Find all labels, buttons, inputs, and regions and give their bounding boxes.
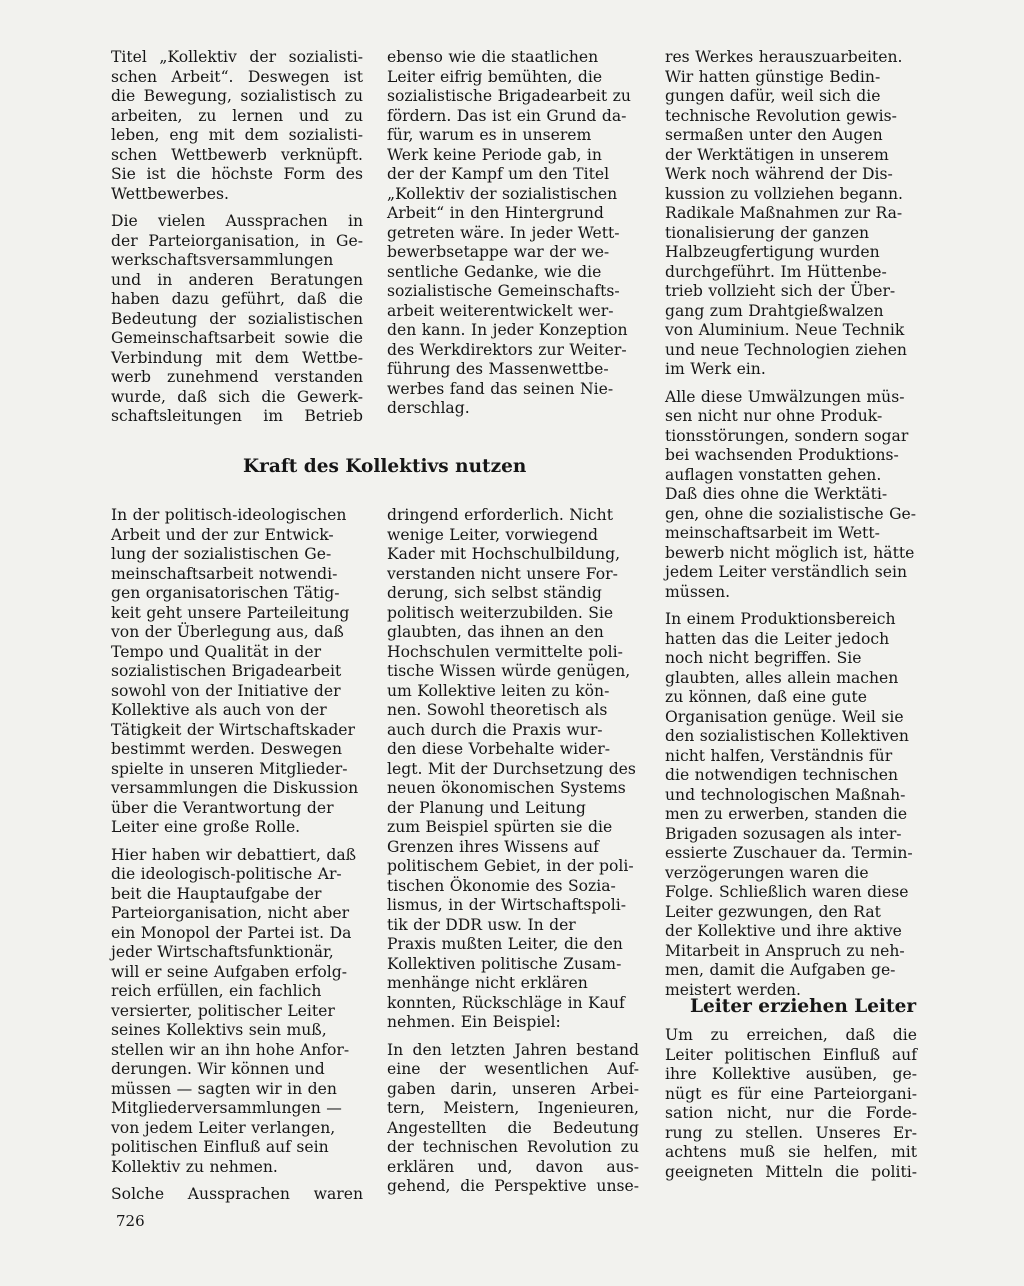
top-column-2 [387, 48, 639, 427]
paragraph: Die vielen Aussprachen in der Parteiorganisation, in Ge- werkschaftsversammlungen und in anderen Beratungen haben dazu geführt, daß die Bedeutung der sozialistischen Gemeinschaftsarbeit sowie die Verbindung mit dem Wettbe- werb zunehmend verstanden wurde, daß sich die Gewerk- schaftsleitungen im Betrieb [111, 212, 363, 425]
paragraph: Hier haben wir debattiert, daß die ideologisch-politische Ar- beit die Hauptaufgabe der Parteiorganisation, nicht aber ein Monopol der Partei ist. Da jeder Wirtschaftsfunktionär, will er seine Aufgaben erfolg- reich erfüllen, ein fachlich versierter, politischer Leiter seines Kollektivs sein muß, stellen wir an ihn hohe Anfor- derungen. Wir können und müssen — sagten wir in den Mitgliederversammlungen — von jedem Leiter verlangen, politischen Einfluß auf sein Kollektiv zu nehmen. [111, 845, 357, 1176]
paragraph: res Werkes herauszuarbeiten. Wir hatten günstige Bedin- gungen dafür, weil sich die technische Revolution gewis- sermaßen unter den Augen der Werktätigen in unserem Werk noch während der Dis- kussion zu vollziehen begann. Radikale Maßnahmen zur Ra- tionalisierung der ganzen Halbzeugfertigung wurden durchgeführt. Im Hüttenbe- trieb vollzieht sich der Über- gang zum Drahtgießwalzen von Aluminium. Neue Technik und neue Technologien ziehen im Werk ein. [665, 48, 907, 378]
page-number: 726 [116, 1212, 145, 1230]
paragraph: In einem Produktionsbereich hatten das die Leiter jedoch noch nicht begriffen. Sie glaubten, alles allein machen zu können, daß eine gute Organisation genüge. Weil sie den sozialistischen Kollektiven nicht halfen, Verständnis für die notwendigen technischen und technologischen Maßnah- men zu erwerben, standen die Brigaden sozusagen als inter- essierte Zuschauer da. Termin- verzögerungen waren die Folge. Schließlich waren diese Leiter gezwungen, den Rat der Kollektive und ihre aktive Mitarbeit in Anspruch zu neh- men, damit die Aufgaben ge- meistert werden. [665, 610, 913, 999]
paragraph: dringend erforderlich. Nicht wenige Leiter, vorwiegend Kader mit Hochschulbildung, verstanden nicht unsere For- derung, sich selbst ständig politisch weiterzubilden. Sie glaubten, das ihnen an den Hochschulen vermittelte poli- tische Wissen würde genügen, um Kollektive leiten zu kön- nen. Sowohl theoretisch als auch durch die Praxis wur- den diese Vorbehalte wider- legt. Mit der Durchsetzung des neuen ökonomischen Systems der Planung und Leitung zum Beispiel spürten sie die Grenzen ihres Wissens auf politischem Gebiet, in der poli- tischen Ökonomie des Sozia- lismus, in der Wirtschaftspoli- tik der DDR usw. In der Praxis mußten Leiter, die den Kollektiven politische Zusam- menhänge nicht erklären konnten, Rückschläge in Kauf nehmen. Ein Beispiel: [387, 506, 636, 1031]
bottom-column-1 [111, 506, 363, 1213]
paragraph: Alle diese Umwälzungen müs- sen nicht nur ohne Produk- tionsstörungen, sondern sogar bei wachsenden Produktions- auflagen vonstatten gehen. Daß dies ohne die Werktäti- gen, ohne die sozialistische Ge- meinschaftsarbeit im Wett- bewerb nicht möglich ist, hätte jedem Leiter verständlich sein müssen. [665, 387, 917, 601]
subsection-heading: Leiter erziehen Leiter [690, 996, 917, 1017]
paragraph: In der politisch-ideologischen Arbeit und der zur Entwick- lung der sozialistischen Ge- meinschaftsarbeit notwendi- gen organisatorischen Tätig- keit geht unsere Parteileitung von der Überlegung aus, daß Tempo und Qualität in der sozialistischen Brigadearbeit sowohl von der Initiative der Kollektive als auch von der Tätigkeit der Wirtschaftskader bestimmt werden. Deswegen spielte in unseren Mitglieder- versammlungen die Diskussion über die Verantwortung der Leiter eine große Rolle. [111, 506, 359, 836]
right-column-continued [665, 1026, 917, 1190]
section-heading: Kraft des Kollektivs nutzen [243, 456, 527, 477]
paragraph: Solche Aussprachen waren [111, 1185, 363, 1203]
paragraph: In den letzten Jahren bestand eine der wesentlichen Auf- gaben darin, unseren Arbei- tern, Meistern, Ingenieuren, Angestellten die Bedeutung der technischen Revolution zu erklären und, davon aus- gehend, die Perspektive unse- [387, 1040, 639, 1195]
right-column [665, 48, 917, 1008]
paragraph: Titel „Kollektiv der sozialisti- schen Arbeit“. Deswegen ist die Bewegung, sozialistisch zu arbeiten, zu lernen und zu leben, eng mit dem sozialisti- schen Wettbewerb verknüpft. Sie ist die höchste Form des Wettbewerbes. [111, 48, 363, 203]
bottom-column-2 [387, 506, 639, 1205]
paragraph: Um zu erreichen, daß die Leiter politischen Einfluß auf ihre Kollektive ausüben, ge- nügt es für eine Parteiorgani- sation nicht, nur die Forde- rung zu stellen. Unseres Er- achtens muß sie helfen, mit geeigneten Mitteln die politi- [665, 1026, 917, 1181]
top-column-1 [111, 48, 363, 435]
paragraph: ebenso wie die staatlichen Leiter eifrig bemühten, die sozialistische Brigadearbeit zu fördern. Das ist ein Grund da- für, warum es in unserem Werk keine Periode gab, in der der Kampf um den Titel „Kollektiv der sozialistischen Arbeit“ in den Hintergrund getreten wäre. In jeder Wett- bewerbsetappe war der we- sentliche Gedanke, wie die sozialistische Gemeinschafts- arbeit weiterentwickelt wer- den kann. In jeder Konzeption des Werkdirektors zur Weiter- führung des Massenwettbe- werbes fand das seinen Nie- derschlag. [387, 48, 631, 417]
